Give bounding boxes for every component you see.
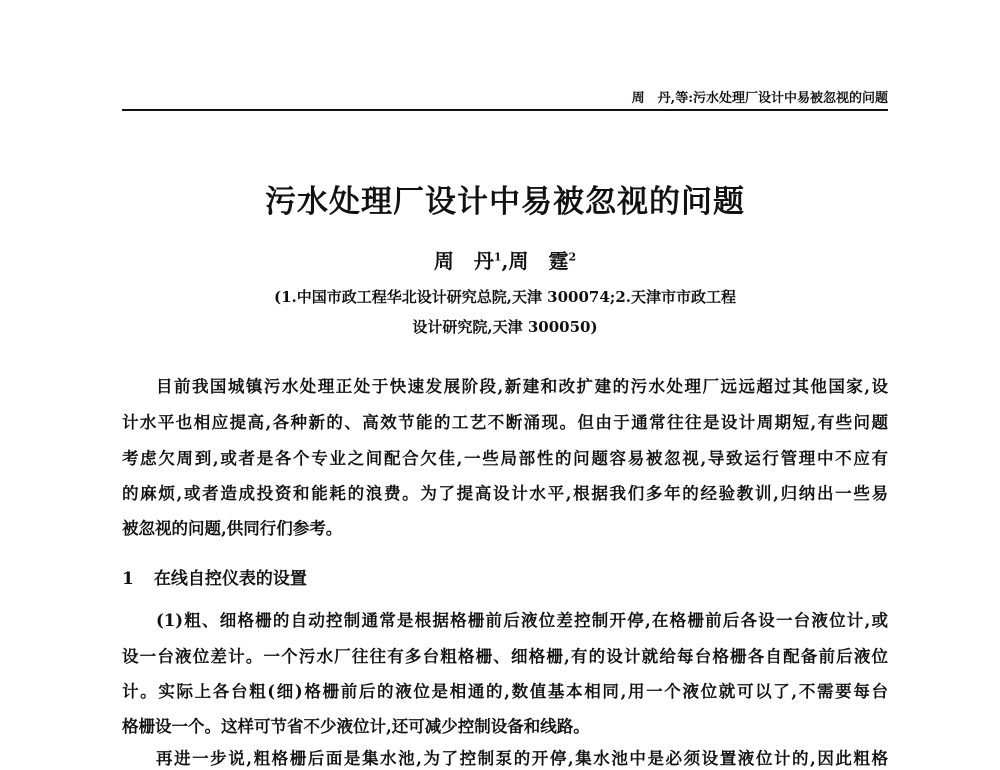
section-heading	[122, 564, 307, 589]
body-line: 的麻烦,或者造成投资和能耗的浪费。为了提高设计水平,根据我们多年的经验教训,归纳出一些易	[122, 484, 888, 503]
body-line: (1)粗、细格栅的自动控制通常是根据格栅前后液位差控制开停,在格栅前后各设一台液位计,或	[156, 611, 888, 630]
body-line: 考虑欠周到,或者是各个专业之间配合欠佳,一些局部性的问题容易被忽视,导致运行管理中不应有	[122, 449, 888, 468]
body-line: 计水平也相应提高,各种新的、高效节能的工艺不断涌现。但由于通常往往是设计周期短,有些问题	[122, 413, 888, 432]
body-line: 设一台液位差计。一个污水厂往往有多台粗格栅、细格栅,有的设计就给每台格栅各自配备前后液位	[122, 647, 888, 666]
body-line: 计。实际上各台粗(细)格栅前后的液位是相通的,数值基本相同,用一个液位就可以了,不需要每台	[122, 682, 888, 701]
author-affiliation-mark: 1	[493, 250, 502, 264]
affiliation-line: 设计研究院,天津 300050)	[412, 318, 598, 336]
header-rule	[122, 109, 888, 111]
author-name: 周 霆	[508, 249, 569, 273]
affiliation-line: (1.中国市政工程华北设计研究总院,天津 300074;2.天津市市政工程	[273, 288, 737, 306]
section-title: 在线自控仪表的设置	[153, 569, 307, 589]
body-line: 格栅设一个。这样可节省不少液位计,还可减少控制设备和线路。	[122, 717, 590, 736]
running-header: 周 丹,等:污水处理厂设计中易被忽视的问题	[631, 91, 888, 106]
section-number: 1	[122, 569, 134, 589]
author-name: 周 丹	[433, 249, 494, 273]
authors: 周 丹$^1$,周 霆$^2$	[433, 249, 577, 273]
body-line: 目前我国城镇污水处理正处于快速发展阶段,新建和改扩建的污水处理厂远远超过其他国家,设	[156, 377, 888, 396]
body-line: 再进一步说,粗格栅后面是集水池,为了控制泵的开停,集水池中是必须设置液位计的,因此粗格	[156, 749, 888, 768]
paper-title: 污水处理厂设计中易被忽视的问题	[265, 184, 745, 220]
body-line: 被忽视的问题,供同行们参考。	[122, 519, 343, 538]
author-affiliation-mark: 2	[568, 250, 577, 264]
